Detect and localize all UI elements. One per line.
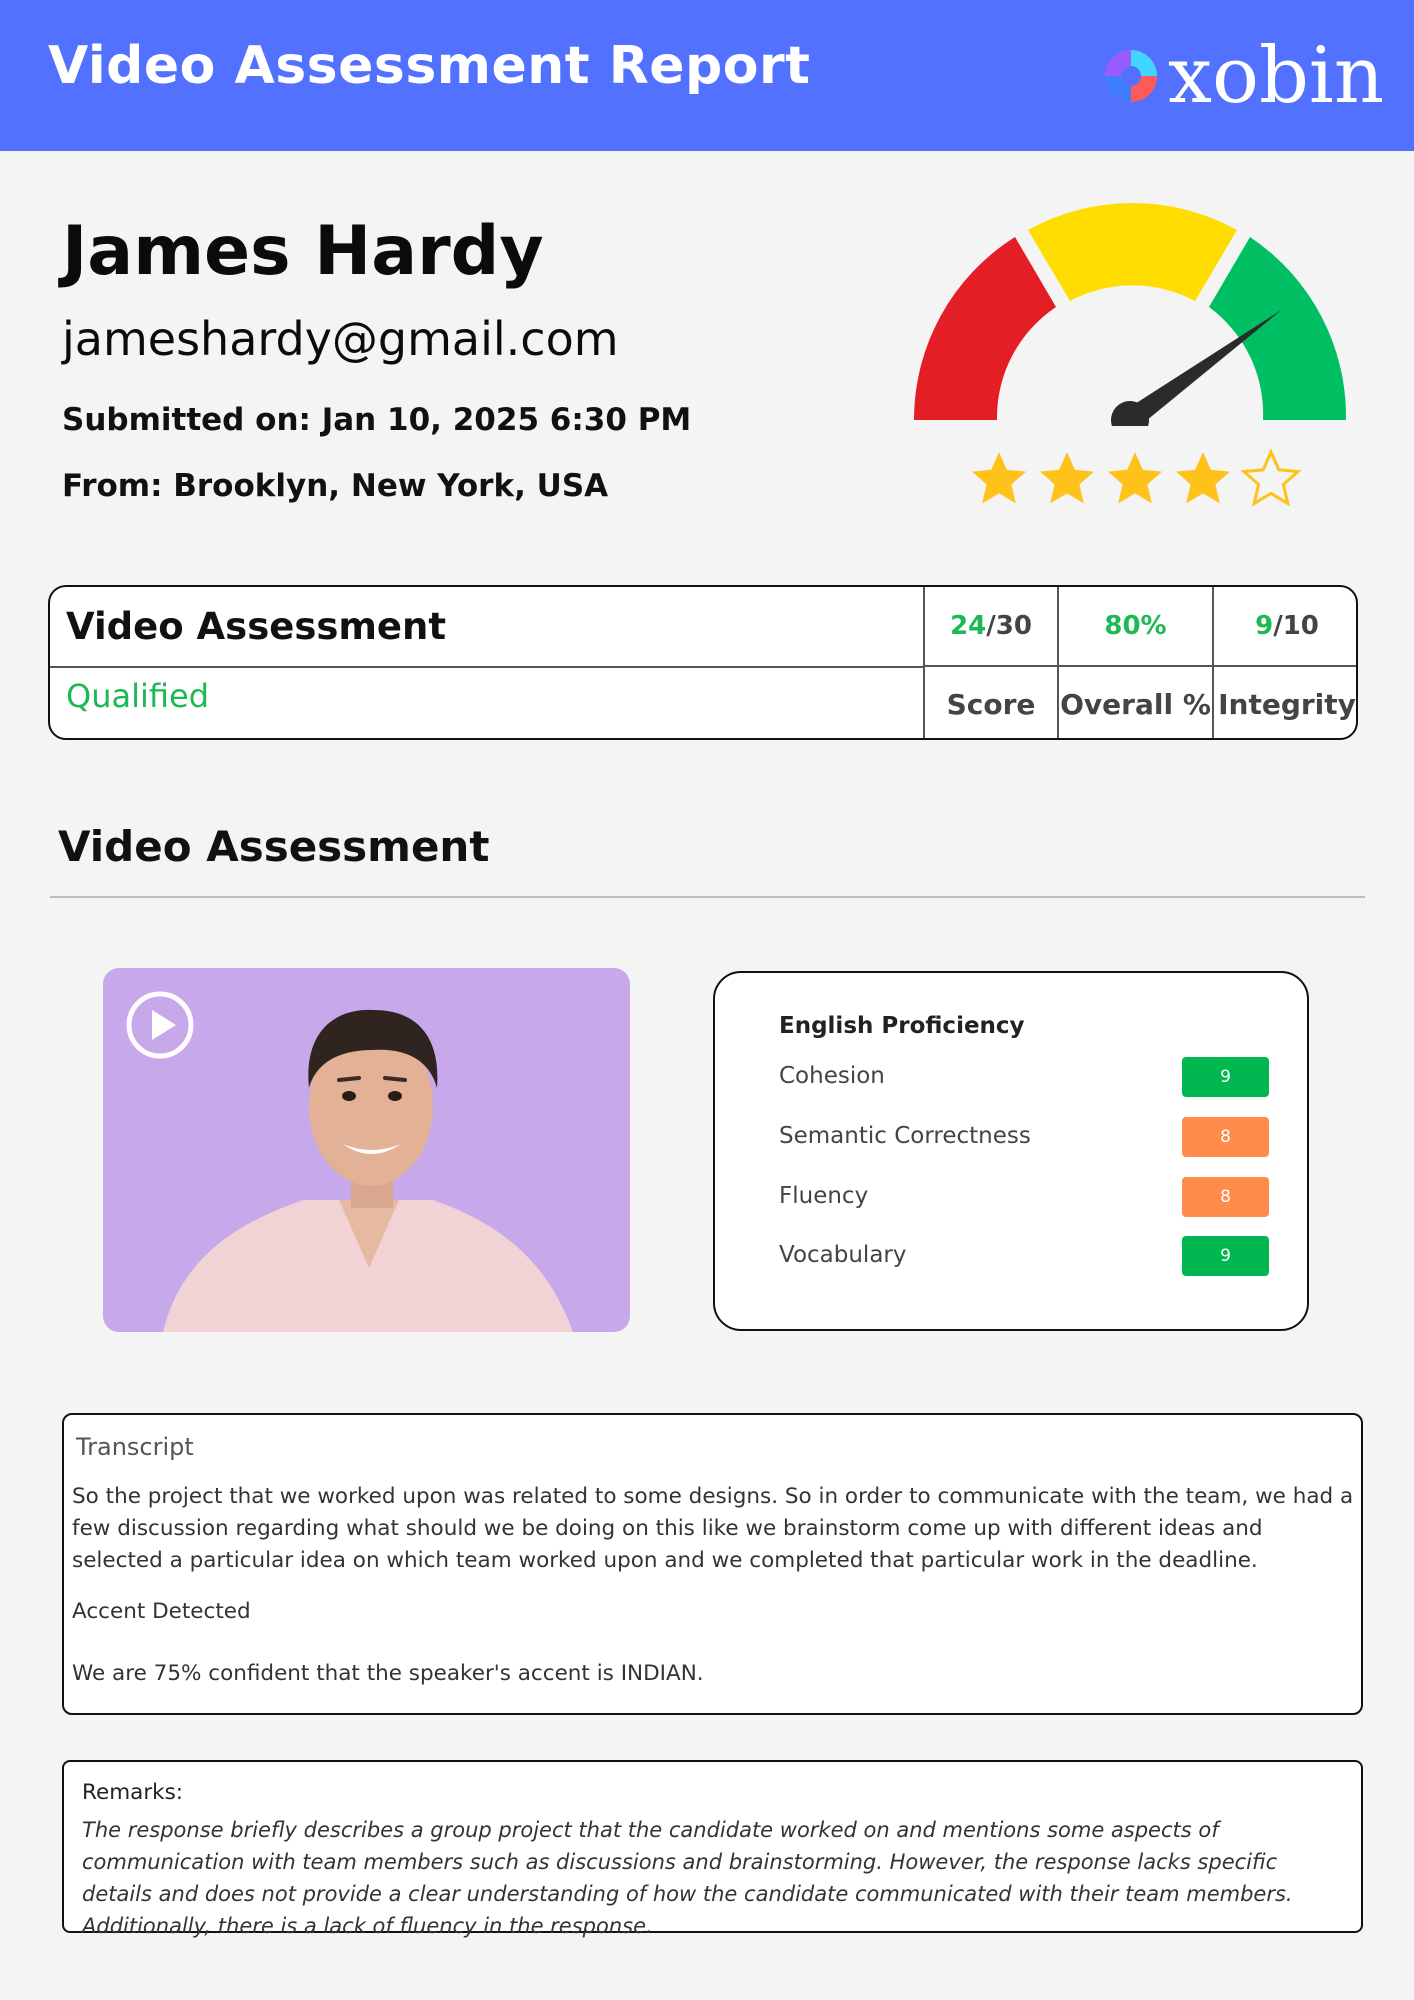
proficiency-row <box>779 1177 1269 1217</box>
score-value <box>925 587 1057 665</box>
proficiency-score-badge: 8 <box>1182 1117 1269 1157</box>
english-proficiency-card <box>713 971 1309 1331</box>
accent-title: Accent Detected <box>72 1599 251 1624</box>
proficiency-row <box>779 1057 1269 1097</box>
summary-divider <box>50 666 923 668</box>
score-total: /30 <box>986 611 1032 641</box>
candidate-name: James Hardy <box>62 212 544 291</box>
proficiency-label: Vocabulary <box>779 1242 907 1268</box>
report-header <box>0 0 1414 151</box>
remarks-text: The response briefly describes a group project that the candidate worked on and mentions some aspects of communication with team members such as discussions and brainstorming. However, the response lacks specific details and does not provide a clear understanding of how the candidate communicated with their team members. Additionally, there is a lack of fluency in the response. <box>82 1818 1293 1938</box>
video-player[interactable] <box>103 968 630 1332</box>
proficiency-row <box>779 1117 1269 1157</box>
brand-name: xobin <box>1168 31 1385 121</box>
section-title: Video Assessment <box>58 822 490 871</box>
integrity-label: Integrity <box>1218 688 1356 721</box>
proficiency-score-badge: 9 <box>1182 1057 1269 1097</box>
proficiency-row <box>779 1236 1269 1276</box>
summary-title: Video Assessment <box>66 605 447 648</box>
proficiency-label: Fluency <box>779 1183 869 1209</box>
score-gauge <box>910 196 1350 426</box>
submitted-date: Submitted on: Jan 10, 2025 6:30 PM <box>62 402 692 438</box>
score-obtained: 24 <box>950 611 987 641</box>
integrity-value <box>1214 587 1358 665</box>
accent-result: We are 75% confident that the speaker's accent is INDIAN. <box>72 1661 704 1686</box>
proficiency-score-badge: 9 <box>1182 1236 1269 1276</box>
report-title: Video Assessment Report <box>48 36 811 96</box>
star-empty-icon <box>1240 448 1302 510</box>
gauge-red-segment <box>914 237 1056 420</box>
proficiency-label: Semantic Correctness <box>779 1123 1031 1149</box>
transcript-text: So the project that we worked upon was related to some designs. So in order to communicate with the team, we had a few discussion regarding what should we be doing on this like we brainstorm come up with different ideas and selected a particular idea on which team worked upon and we completed that particular work in the deadline. <box>72 1484 1354 1573</box>
star-filled-icon <box>1036 448 1098 510</box>
play-icon[interactable] <box>125 990 195 1060</box>
star-filled-icon <box>1172 448 1234 510</box>
transcript-box <box>62 1413 1363 1715</box>
brand <box>1100 26 1384 126</box>
proficiency-label: Cohesion <box>779 1063 885 1089</box>
gauge-green-segment <box>1209 237 1346 420</box>
overall-value <box>1059 587 1212 665</box>
overall-percent: 80% <box>1104 611 1167 641</box>
qualification-status: Qualified <box>66 677 210 715</box>
xobin-logo-icon <box>1100 45 1162 107</box>
section-divider <box>50 896 1365 898</box>
star-rating <box>968 448 1302 510</box>
assessment-summary <box>48 585 1358 740</box>
candidate-email: jameshardy@gmail.com <box>62 312 619 366</box>
integrity-total: /10 <box>1273 611 1319 641</box>
score-label: Score <box>946 688 1036 721</box>
remarks-box <box>62 1760 1363 1938</box>
proficiency-score-badge: 8 <box>1182 1177 1269 1217</box>
star-filled-icon <box>968 448 1030 510</box>
gauge-yellow-segment <box>1028 203 1237 301</box>
integrity-obtained: 9 <box>1255 611 1274 641</box>
candidate-location: From: Brooklyn, New York, USA <box>62 468 609 504</box>
transcript-title: Transcript <box>76 1433 194 1461</box>
star-filled-icon <box>1104 448 1166 510</box>
remarks-title: Remarks: <box>82 1780 184 1805</box>
overall-label: Overall % <box>1060 688 1211 721</box>
proficiency-title: English Proficiency <box>779 1013 1025 1039</box>
